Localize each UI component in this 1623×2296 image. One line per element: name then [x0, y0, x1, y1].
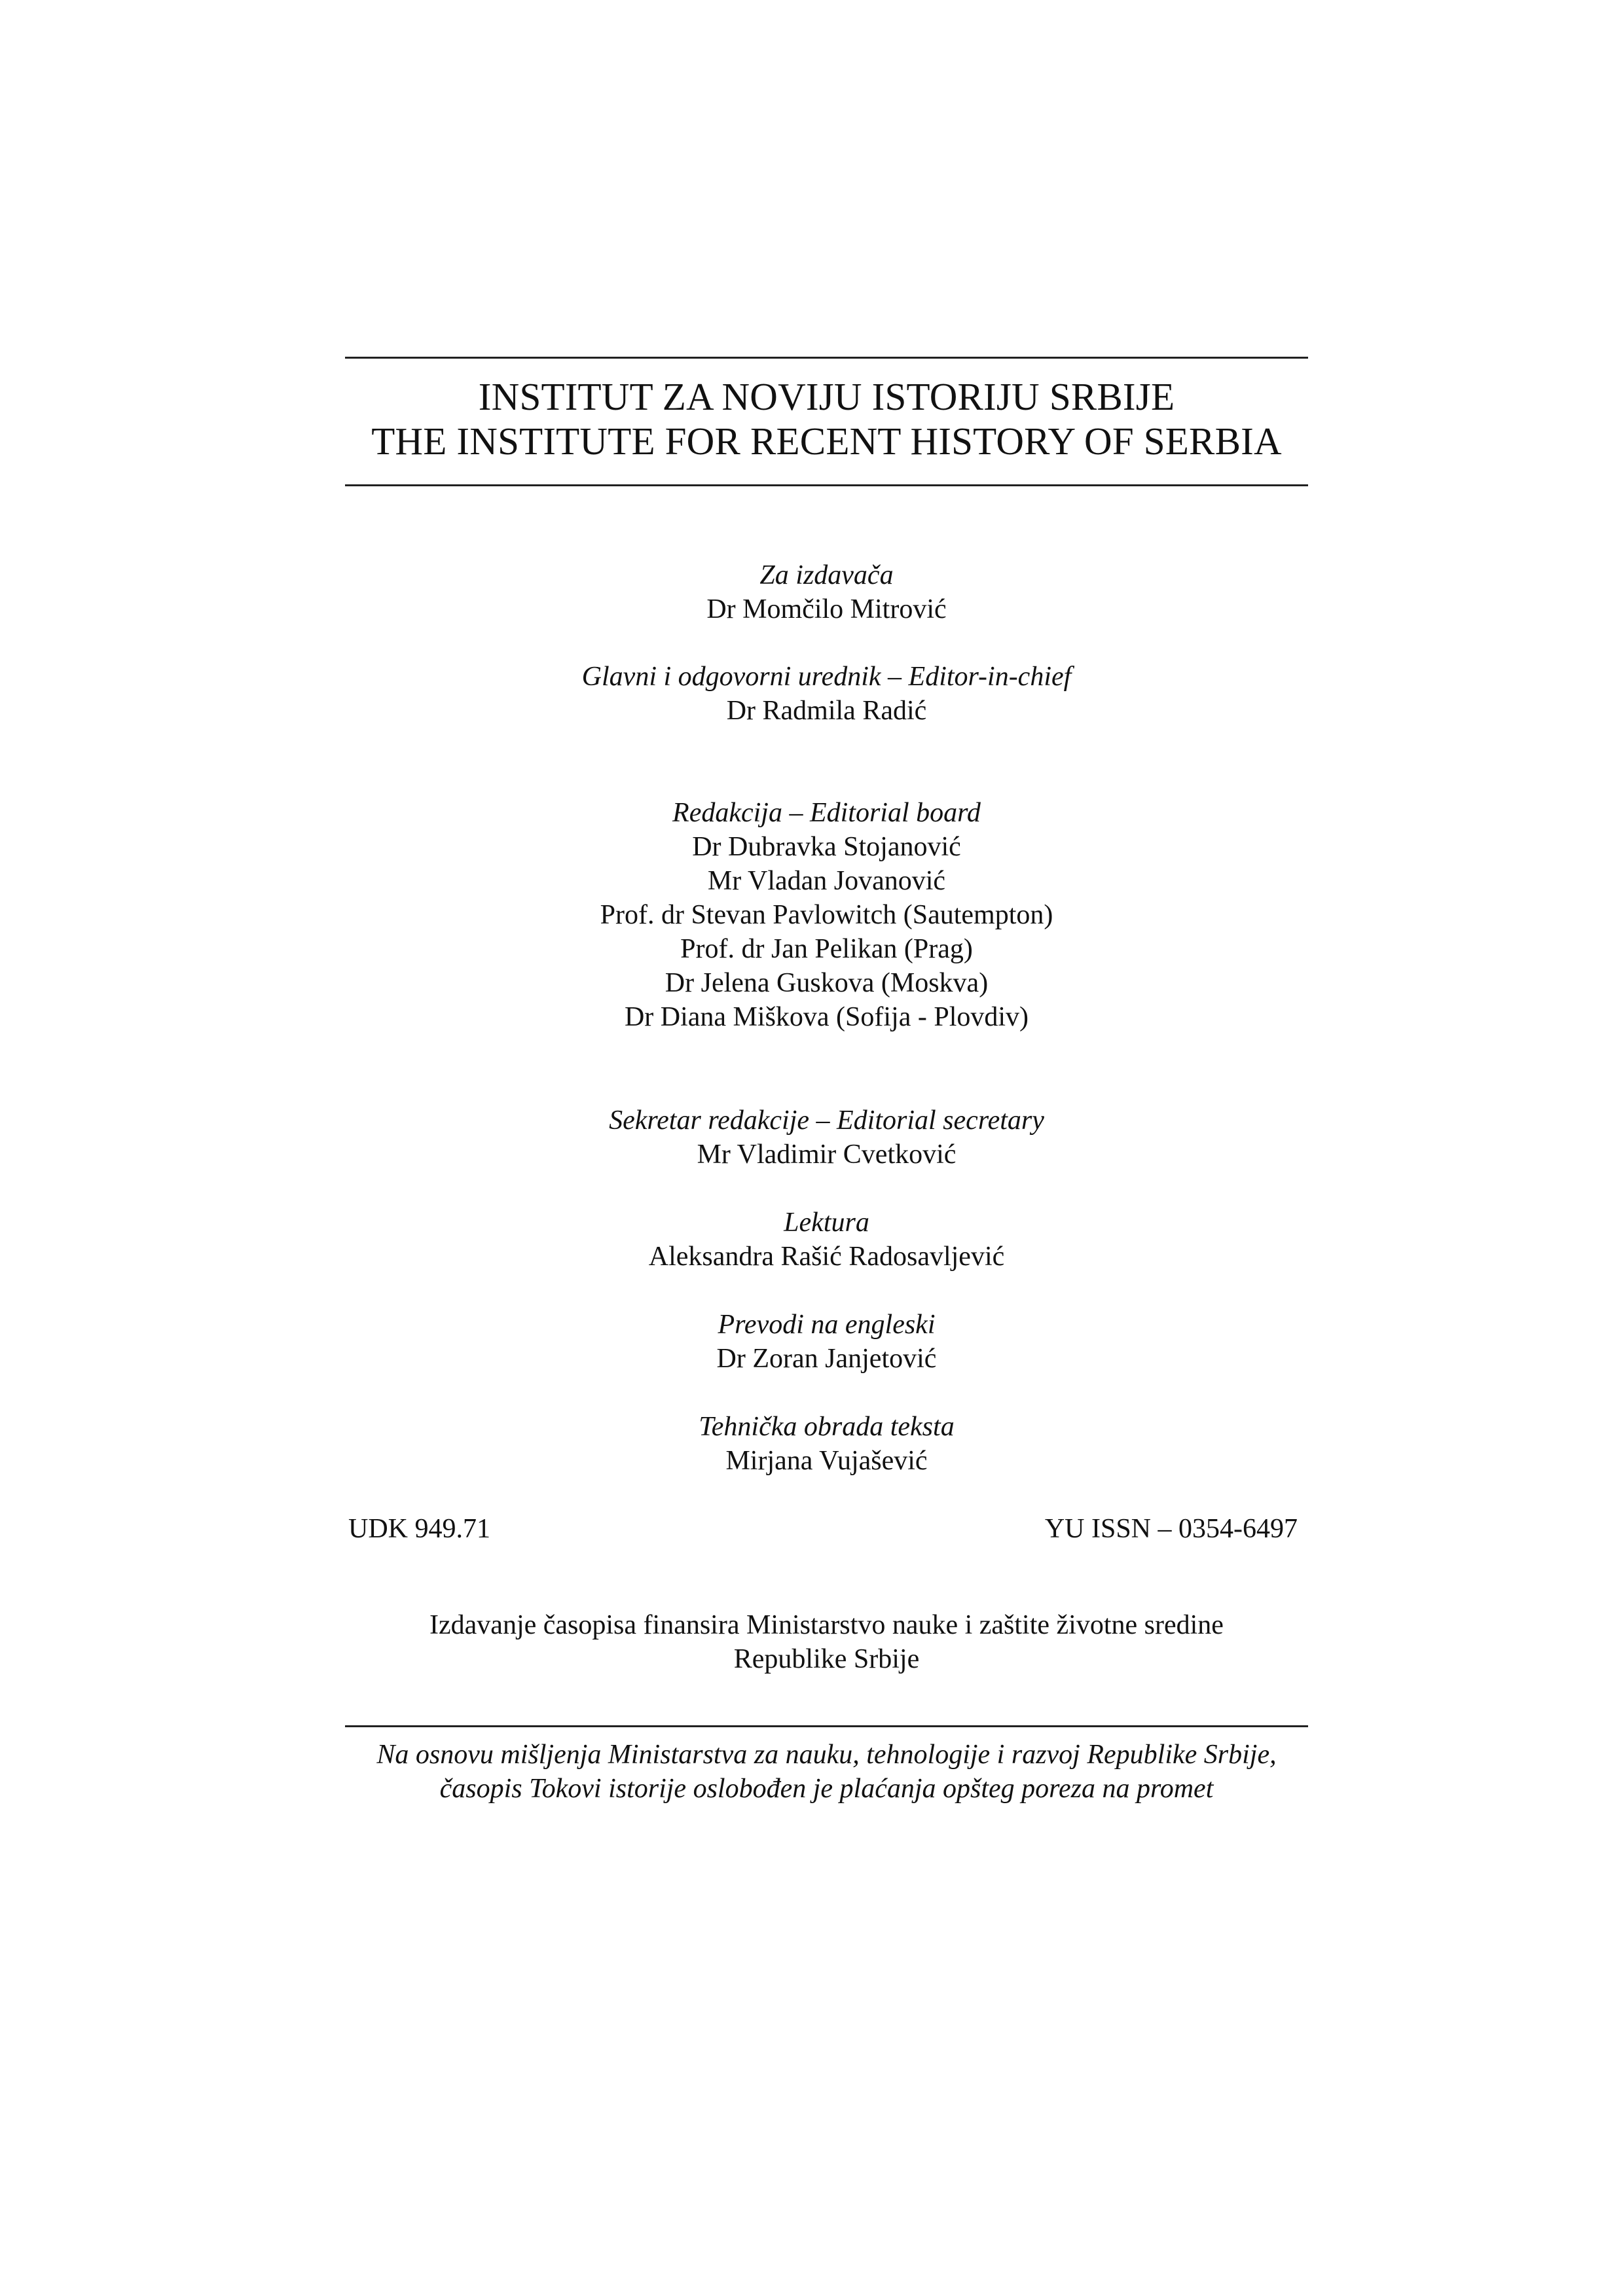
tax-exemption-note [345, 1738, 1308, 1806]
translation-name: Dr Zoran Janjetović [716, 1344, 937, 1374]
editorial-board-member: Prof. dr Stevan Pavlowitch (Sautempton) [600, 900, 1053, 930]
editorial-board-member: Dr Jelena Guskova (Moskva) [665, 968, 989, 998]
editorial-board-member: Dr Diana Miškova (Sofija - Plovdiv) [624, 1002, 1029, 1032]
typesetting-section [345, 1410, 1308, 1478]
editorial-board-member: Mr Vladan Jovanović [707, 866, 946, 896]
udk-code: UDK 949.71 [348, 1514, 490, 1544]
publisher-label: Za izdavača [759, 560, 894, 590]
typesetting-name: Mirjana Vujašević [725, 1446, 928, 1476]
issn-code: YU ISSN – 0354-6497 [1044, 1514, 1298, 1544]
editor-in-chief-label: Glavni i odgovorni urednik – Editor-in-chief [581, 662, 1072, 692]
editorial-board-label: Redakcija – Editorial board [672, 798, 981, 828]
editorial-board-section [345, 796, 1308, 1034]
secretary-name: Mr Vladimir Cvetković [697, 1139, 957, 1170]
tax-note-line-2: časopis Tokovi istorije oslobođen je plaćanja opšteg poreza na promet [439, 1774, 1214, 1804]
editor-in-chief-name: Dr Radmila Radić [726, 696, 927, 726]
editorial-board-member: Prof. dr Jan Pelikan (Prag) [680, 934, 973, 964]
funding-line-1: Izdavanje časopisa finansira Ministarstvo nauke i zaštite životne sredine [429, 1610, 1224, 1640]
funding-line-2: Republike Srbije [733, 1644, 920, 1674]
publisher-section [345, 558, 1308, 626]
secretary-label: Sekretar redakcije – Editorial secretary [609, 1105, 1044, 1136]
proofreading-name: Aleksandra Rašić Radosavljević [648, 1242, 1005, 1272]
editor-in-chief-section [345, 660, 1308, 728]
proofreading-label: Lektura [784, 1208, 869, 1238]
publisher-name: Dr Momčilo Mitrović [706, 594, 947, 624]
secretary-section [345, 1103, 1308, 1172]
institute-title [345, 374, 1308, 463]
institute-title-serbian: INSTITUT ZA NOVIJU ISTORIJU SRBIJE [478, 375, 1175, 418]
funding-note [345, 1608, 1308, 1676]
title-bottom-rule [345, 484, 1308, 486]
translation-label: Prevodi na engleski [718, 1310, 936, 1340]
institute-title-english: THE INSTITUTE FOR RECENT HISTORY OF SERBIA [371, 420, 1282, 463]
typesetting-label: Tehnička obrada teksta [699, 1412, 955, 1442]
translation-section [345, 1308, 1308, 1376]
proofreading-section [345, 1206, 1308, 1274]
tax-note-line-1: Na osnovu mišljenja Ministarstva za nauku, tehnologije i razvoj Republike Srbije, [376, 1740, 1277, 1770]
top-rule [345, 357, 1308, 359]
editorial-board-member: Dr Dubravka Stojanović [692, 832, 961, 862]
footer-rule [345, 1725, 1308, 1727]
